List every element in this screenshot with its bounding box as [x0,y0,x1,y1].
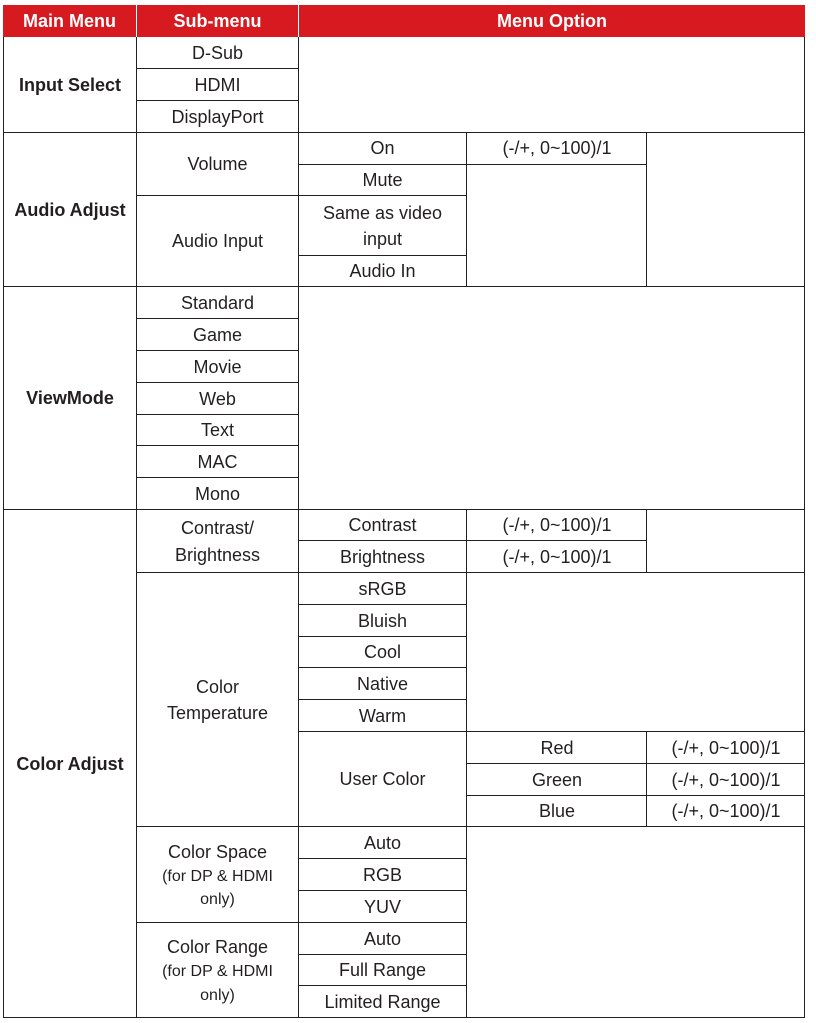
row-line [298,604,467,605]
main-menu-color-adjust: Color Adjust [16,753,124,774]
viewmode-mac: MAC [197,451,238,472]
color-space-line2: (for DP & HDMI [162,867,273,885]
main-menu-input-select: Input Select [18,74,121,95]
main-menu-audio-adjust: Audio Adjust [14,199,126,220]
color-range-auto: Auto [363,928,402,949]
submenu-color-space [137,827,298,923]
row-line [298,954,467,955]
row-line [467,795,805,796]
color-temperature-line2: Temperature [166,703,269,723]
submenu-audio-input: Audio Input [171,231,264,252]
row-line [137,445,299,446]
row-line [137,826,805,827]
user-color-red-range: (-/+, 0~100)/1 [671,737,781,758]
main-menu-viewmode: ViewMode [26,388,114,409]
volume-mute: Mute [362,169,403,190]
row-line [137,414,299,415]
row-line [298,731,805,732]
temp-native: Native [356,673,409,694]
viewmode-movie: Movie [193,356,242,377]
col-main-sub [136,37,137,1018]
row-line [298,985,467,986]
same-as-video-line2: input [362,229,403,249]
contrast-brightness-line1: Contrast/ [180,518,255,539]
col-line [646,133,647,287]
color-temperature-line1: Color [195,676,239,697]
audio-input-same-as-video [298,196,467,256]
user-color-green: Green [531,769,583,790]
col-sub-option [298,133,299,1018]
user-color-red: Red [540,737,574,758]
row-line [137,68,299,69]
audio-input-audio-in: Audio In [349,261,416,282]
input-hdmi: HDMI [194,74,241,95]
row-line [137,922,467,923]
row-line [298,858,467,859]
row-line [298,540,647,541]
color-space-rgb: RGB [362,864,402,885]
submenu-color-temperature [137,573,298,827]
border-right [804,37,805,1018]
col-line [646,510,647,573]
same-as-video-line1: Same as video [322,202,443,223]
option-contrast-range: (-/+, 0~100)/1 [502,515,612,536]
border-bottom [3,1017,805,1018]
submenu-color-range [137,923,298,1018]
color-space-line3: only) [200,891,235,909]
input-displayport: DisplayPort [171,106,264,127]
color-range-full: Full Range [338,960,427,981]
input-dsub: D-Sub [191,42,244,63]
color-space-line1: Color Space [167,841,268,862]
viewmode-mono: Mono [194,483,241,504]
row-line [298,667,467,668]
row-line [298,699,467,700]
option-contrast: Contrast [348,515,417,536]
submenu-volume: Volume [187,154,248,175]
sep-input-audio [3,132,805,133]
row-line [137,100,299,101]
header-main-menu: Main Menu [3,5,136,37]
col-line [466,510,467,573]
viewmode-web: Web [199,388,236,409]
color-range-limited: Limited Range [324,991,441,1012]
header-menu-option: Menu Option [299,5,805,37]
color-range-line2: (for DP & HDMI [162,963,273,981]
row-line [298,255,467,256]
color-range-line3: only) [200,986,235,1004]
row-line [298,164,647,165]
volume-on: On [370,138,395,159]
viewmode-text: Text [200,420,234,441]
volume-on-range: (-/+, 0~100)/1 [502,138,612,159]
color-range-line1: Color Range [166,937,269,958]
color-space-yuv: YUV [363,896,401,917]
option-brightness-range: (-/+, 0~100)/1 [502,546,612,567]
row-line [137,477,299,478]
row-line [467,763,805,764]
submenu-contrast-brightness [137,510,298,573]
header-sub-menu: Sub-menu [137,5,298,37]
sep-audio-viewmode [3,286,805,287]
contrast-brightness-line2: Brightness [174,544,261,565]
row-line [298,890,467,891]
col-line [466,573,467,827]
col-line [466,133,467,287]
color-space-auto: Auto [363,832,402,853]
temp-cool: Cool [363,642,402,663]
sep-viewmode-color [3,509,805,510]
temp-warm: Warm [358,705,407,726]
viewmode-standard: Standard [180,292,255,313]
row-line [137,350,299,351]
viewmode-game: Game [192,324,243,345]
border-left [3,37,4,1018]
user-color-blue: Blue [538,801,576,822]
row-line [298,636,467,637]
row-line [137,318,299,319]
col-line [646,732,647,827]
temp-bluish: Bluish [357,610,408,631]
temp-user-color: User Color [339,769,426,790]
row-line [137,195,467,196]
row-line [137,572,805,573]
row-line [137,382,299,383]
col-line [466,827,467,1018]
option-brightness: Brightness [339,546,426,567]
user-color-green-range: (-/+, 0~100)/1 [671,769,781,790]
user-color-blue-range: (-/+, 0~100)/1 [671,801,781,822]
col-sub-option-viewmode [298,37,299,133]
temp-srgb: sRGB [358,578,407,599]
